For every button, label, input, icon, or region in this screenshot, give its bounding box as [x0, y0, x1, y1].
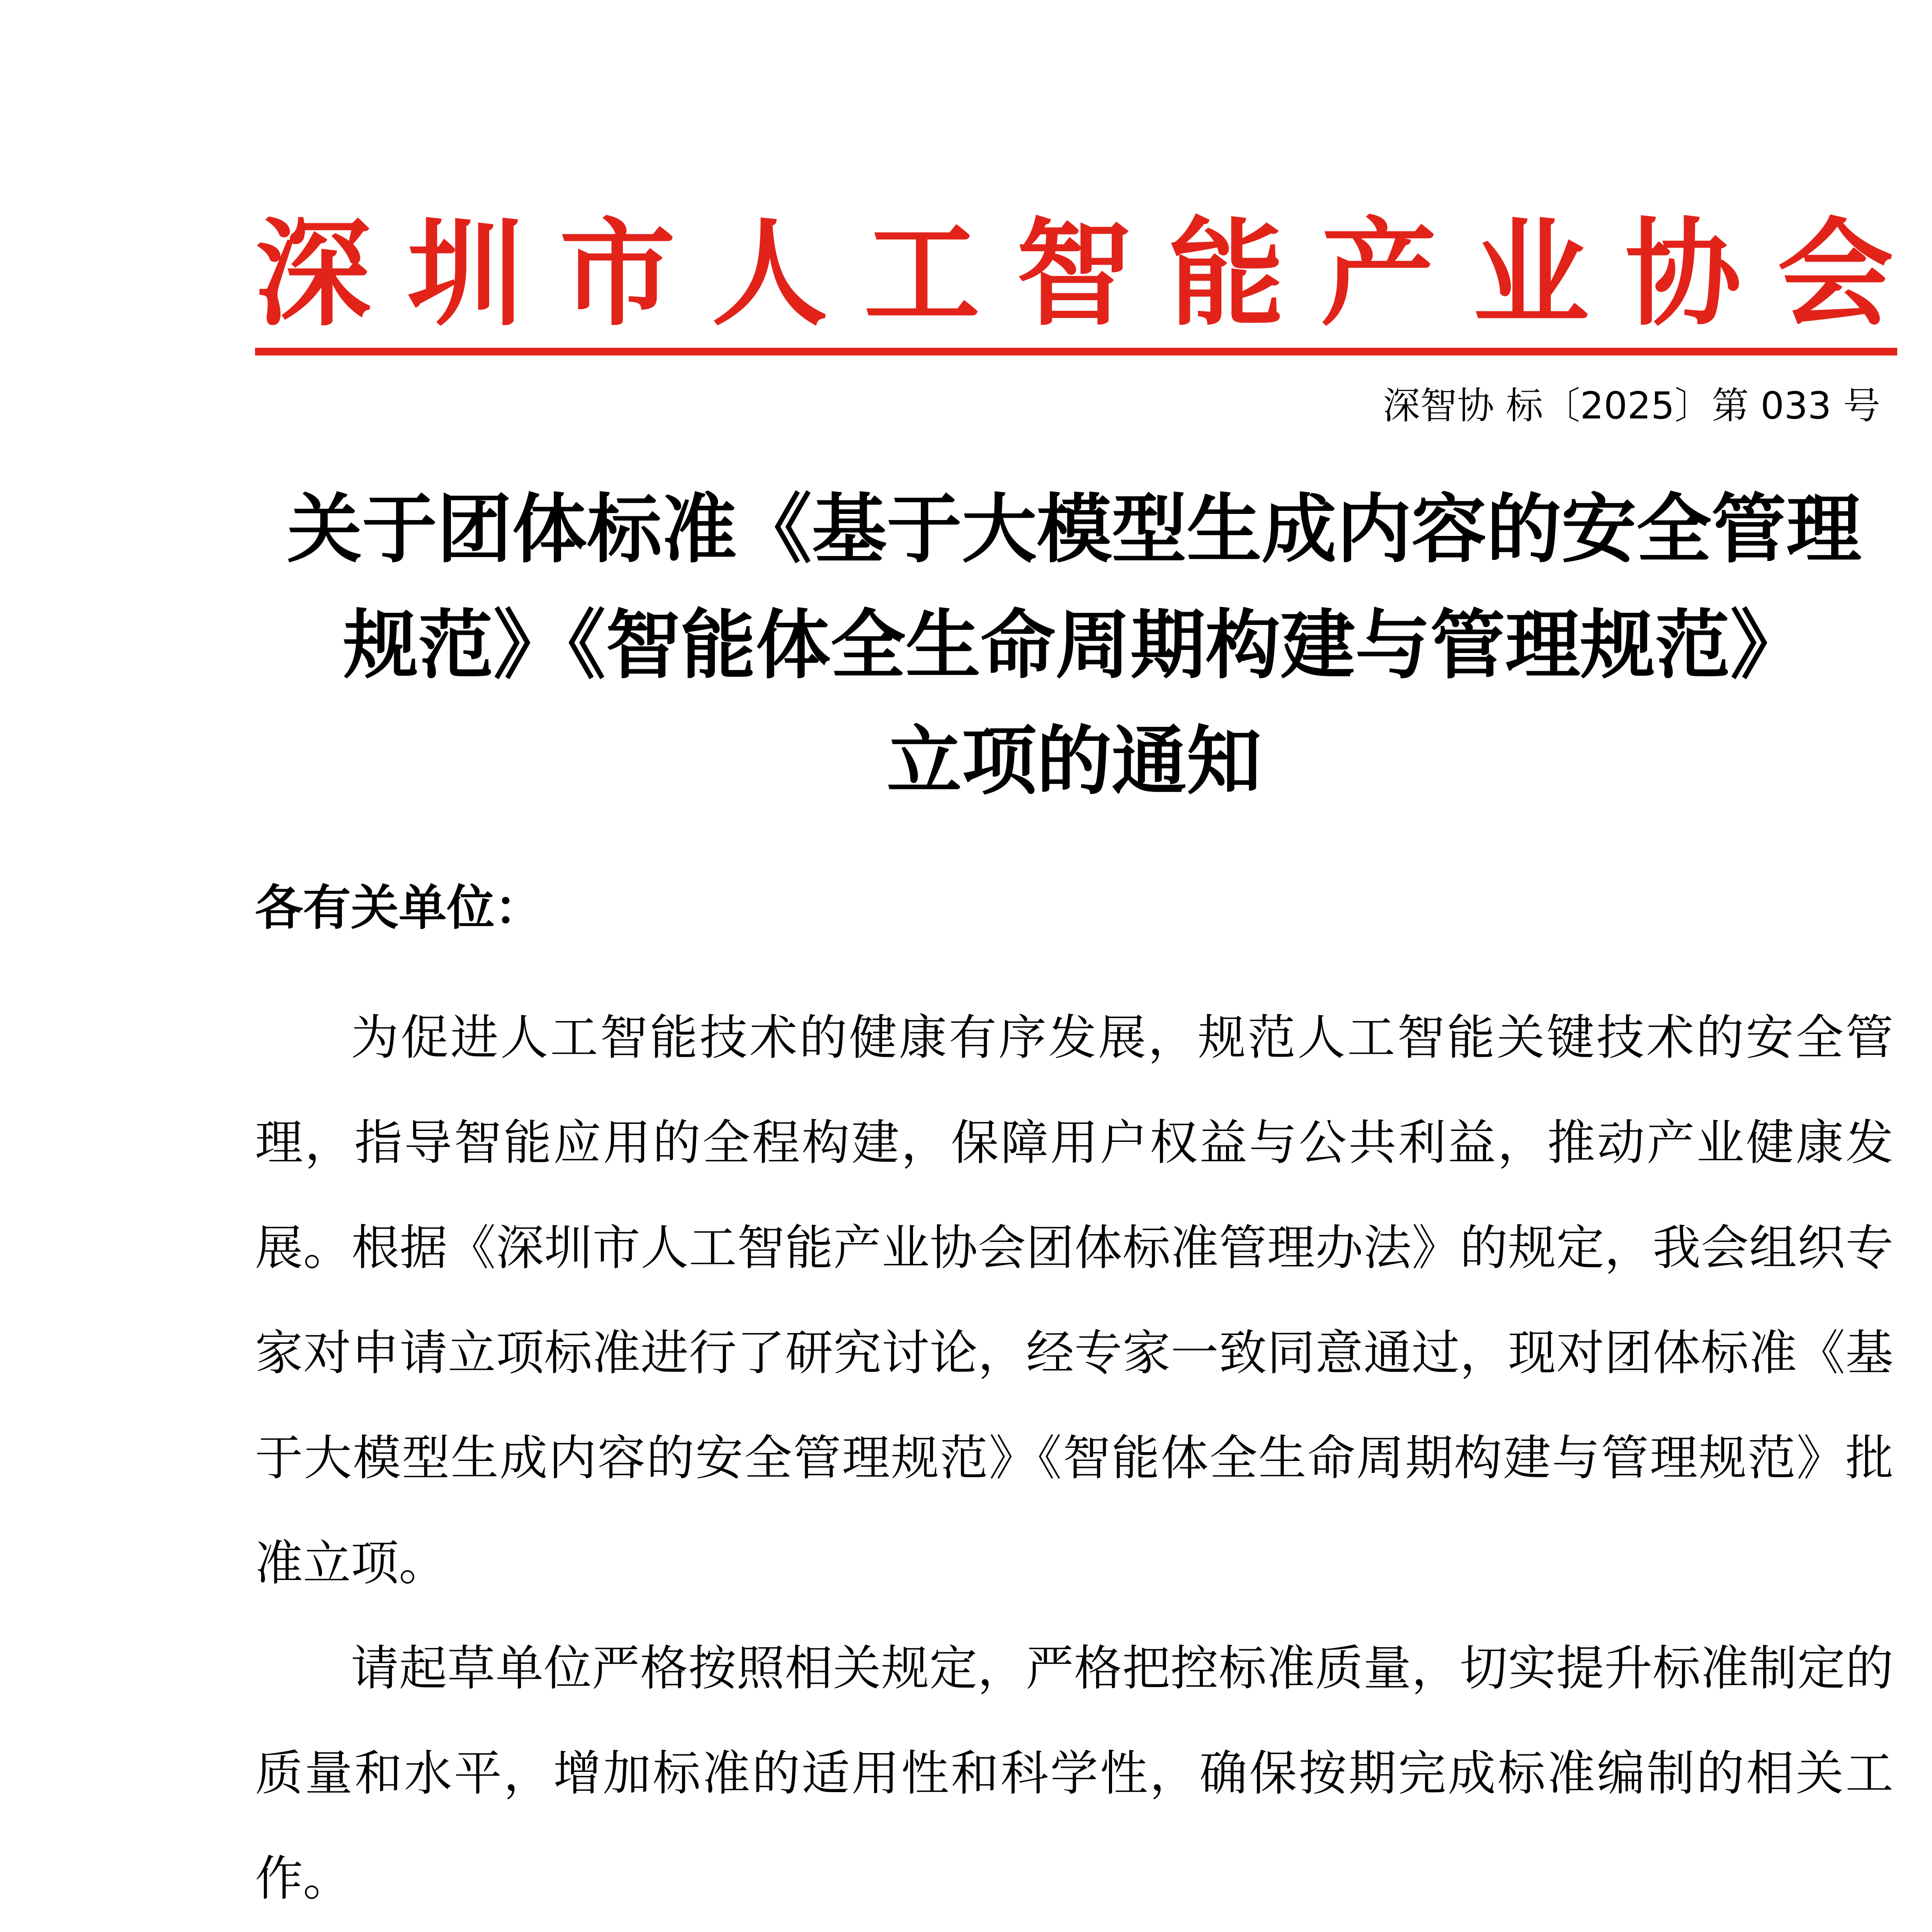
letterhead-char: 产 — [1321, 207, 1437, 342]
document-number: 深智协 标〔2025〕第 033 号 — [1383, 384, 1880, 427]
body-text — [255, 985, 1893, 1931]
letterhead-char: 圳 — [407, 207, 523, 342]
letterhead-char: 人 — [712, 207, 828, 342]
notice-title-line-2: 规范》《智能体全生命周期构建与管理规范》 — [343, 602, 1805, 689]
body-paragraph-1: 为促进人工智能技术的健康有序发展，规范人工智能关键技术的安全管理，指导智能应用的全程构建，保障用户权益与公共利益，推动产业健康发展。根据《深圳市人工智能产业协会团体标准管理办法》的规定，我会组织专家对申请立项标准进行了研究讨论，经专家一致同意通过，现对团体标准《基于大模型生成内容的安全管理规范》《智能体全生命周期构建与管理规范》批准立项。 — [255, 1010, 1893, 1591]
letterhead-title — [255, 193, 1893, 355]
letterhead-char: 深 — [255, 207, 371, 342]
notice-title-line-1: 关于团体标准《基于大模型生成内容的安全管理 — [287, 486, 1861, 573]
letterhead-char: 智 — [1016, 207, 1132, 342]
notice-title — [247, 471, 1901, 819]
letterhead-char: 业 — [1473, 207, 1589, 342]
letterhead-char: 能 — [1168, 207, 1284, 342]
salutation: 各有关单位： — [255, 880, 543, 936]
notice-title-line-3: 立项的通知 — [887, 718, 1262, 805]
letterhead-divider — [255, 348, 1897, 355]
body-paragraph-2: 请起草单位严格按照相关规定，严格把控标准质量，切实提升标准制定的质量和水平，增加标准的适用性和科学性，确保按期完成标准编制的相关工作。 — [255, 1641, 1893, 1906]
letterhead-char: 工 — [864, 207, 980, 342]
letterhead-char: 会 — [1777, 207, 1893, 342]
letterhead-char: 市 — [560, 207, 675, 342]
letterhead-char: 协 — [1625, 207, 1741, 342]
